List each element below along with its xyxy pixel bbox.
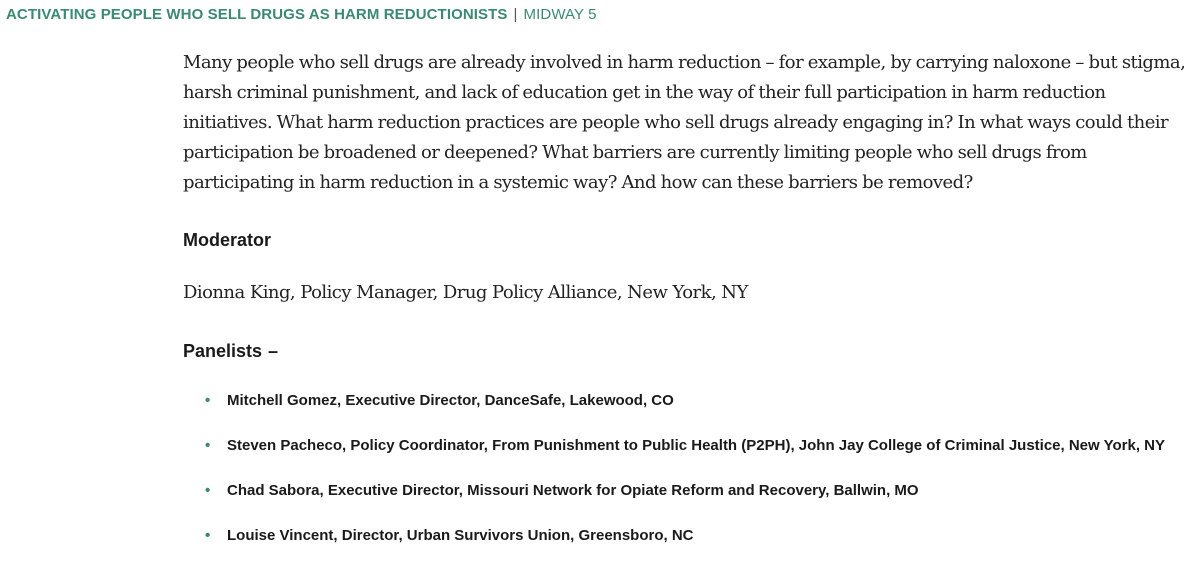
moderator-name: Dionna King, Policy Manager, Drug Policy Alliance, New York, NY — [183, 282, 748, 303]
collapse-toggle-icon[interactable]: – — [268, 341, 279, 361]
bullet-icon: • — [205, 527, 211, 544]
session-content — [183, 48, 1199, 544]
bullet-icon: • — [205, 437, 211, 454]
panelist-text: Steven Pacheco, Policy Coordinator, From Punishment to Public Health (P2PH), John Jay College of Criminal Justice, New York, NY — [227, 437, 1165, 454]
bullet-icon: • — [205, 482, 211, 499]
panelists-heading — [183, 341, 278, 362]
session-description: Many people who sell drugs are already involved in harm reduction – for example, by carrying naloxone – but stigma, harsh criminal punishment, and lack of education get in the way of their full participation in harm reduction initiatives. What harm reduction practices are people who sell drugs already engaging in? In what ways could their participation be broadened or deepened? What barriers are currently limiting people who sell drugs from participating in harm reduction in a systemic way? And how can these barriers be removed? — [183, 52, 1186, 193]
bullet-icon: • — [205, 392, 211, 409]
list-item — [205, 435, 1199, 457]
list-item — [205, 525, 1199, 547]
list-item — [205, 480, 1199, 502]
session-location: MIDWAY 5 — [523, 6, 597, 23]
moderator-heading: Moderator — [183, 230, 272, 250]
panelist-text: Chad Sabora, Executive Director, Missouri Network for Opiate Reform and Recovery, Ballwin, MO — [227, 482, 919, 499]
panelist-list — [205, 390, 1199, 570]
panelist-text: Louise Vincent, Director, Urban Survivors Union, Greensboro, NC — [227, 527, 694, 544]
header-separator: | — [513, 6, 518, 23]
session-header — [6, 6, 597, 23]
session-title: ACTIVATING PEOPLE WHO SELL DRUGS AS HARM REDUCTIONISTS — [6, 6, 508, 23]
panelists-heading-label: Panelists — [183, 341, 263, 361]
panelist-text: Mitchell Gomez, Executive Director, DanceSafe, Lakewood, CO — [227, 392, 674, 409]
list-item — [205, 390, 1199, 412]
